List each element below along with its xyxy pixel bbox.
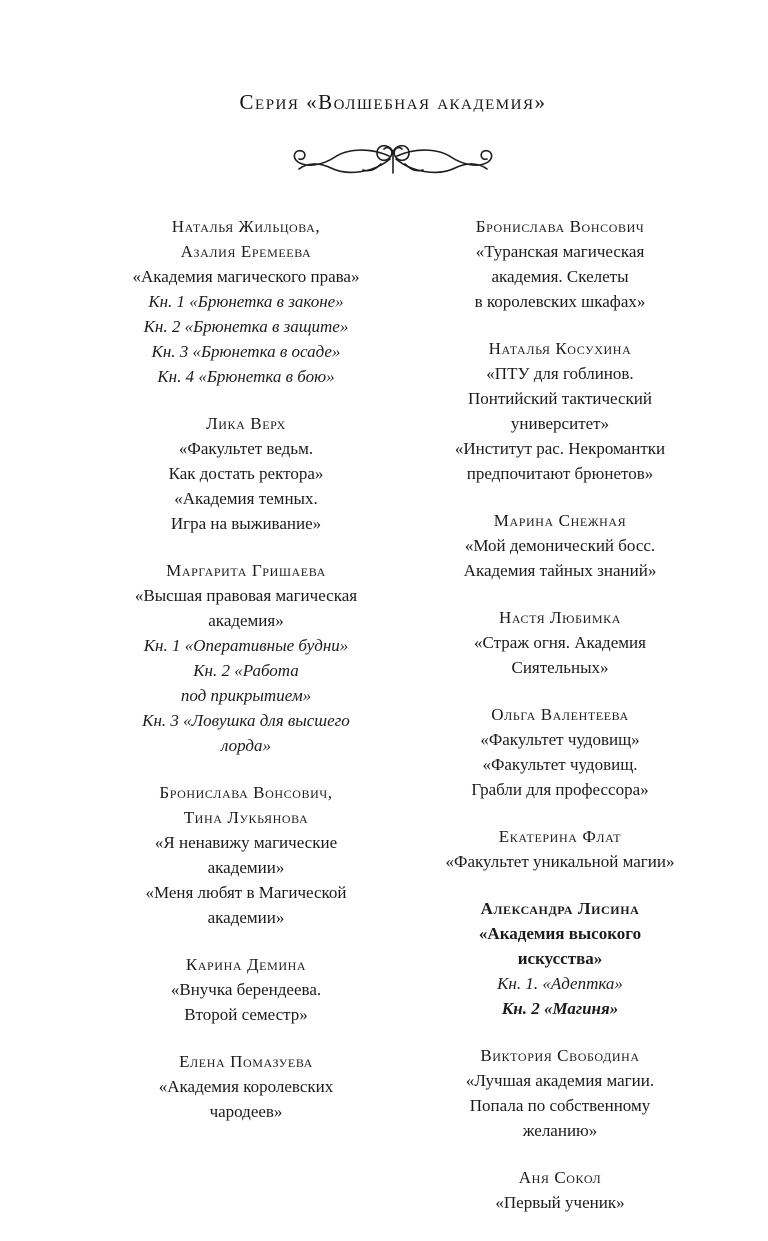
author-name: Бронислава Вонсович, — [159, 783, 333, 802]
book-entry — [414, 824, 706, 874]
book-title-line: «Первый ученик» — [495, 1193, 625, 1212]
column-left — [100, 214, 392, 1237]
book-title-line: Второй семестр» — [184, 1005, 308, 1024]
book-title-line: Понтийский тактический — [467, 389, 652, 408]
ornament-container — [18, 137, 768, 190]
book-title-line: «Академия магического права» — [132, 267, 360, 286]
author-name: Азалия Еремеева — [180, 242, 312, 261]
book-title-line: «Туранская магическая — [475, 242, 645, 261]
book-title-line: «Академия темных. — [174, 489, 318, 508]
book-title-line: «Академия высокого — [478, 924, 642, 943]
book-title-line: Игра на выживание» — [170, 514, 322, 533]
book-entry — [100, 411, 392, 536]
book-entry — [414, 605, 706, 680]
book-title-line: «Мой демонический босс. — [464, 536, 656, 555]
book-entry — [100, 952, 392, 1027]
book-title-line: «Страж огня. Академия — [474, 633, 646, 652]
book-entry — [414, 214, 706, 314]
author-name: Ольга Валентеева — [491, 705, 629, 724]
columns — [0, 204, 768, 1237]
book-entry — [414, 1165, 706, 1215]
author-name: Карина Демина — [185, 955, 307, 974]
book-title-line: Как достать ректора» — [168, 464, 324, 483]
author-name: Екатерина Флат — [498, 827, 622, 846]
book-title-line: желанию» — [522, 1121, 598, 1140]
book-entry — [414, 336, 706, 486]
book-entry — [414, 896, 706, 1021]
book-title-line: Кн. 2 «Магиня» — [501, 999, 619, 1018]
book-entry — [414, 1043, 706, 1143]
book-title-line: Кн. 3 «Ловушка для высшего — [142, 711, 350, 730]
author-name: Маргарита Гришаева — [166, 561, 326, 580]
book-title-line: Кн. 1 «Брюнетка в законе» — [148, 292, 344, 311]
column-right — [414, 214, 706, 1237]
flourish-ornament-icon — [285, 137, 501, 185]
book-title-line: «Меня любят в Магической — [145, 883, 347, 902]
author-name: Наталья Жильцова, — [171, 217, 321, 236]
author-name: Бронислава Вонсович — [475, 217, 645, 236]
book-title-line: «Институт рас. Некромантки — [454, 439, 666, 458]
book-entry — [100, 1049, 392, 1124]
book-title-line: «Академия королевских — [158, 1077, 334, 1096]
book-title-line: Грабли для профессора» — [471, 780, 649, 799]
book-title-line: в королевских шкафах» — [474, 292, 646, 311]
book-title-line: предпочитают брюнетов» — [466, 464, 654, 483]
book-entry — [100, 558, 392, 758]
book-title-line: под прикрытием» — [180, 686, 312, 705]
series-title: Серия «Волшебная академия» — [239, 90, 547, 114]
book-title-line: Сиятельных» — [511, 658, 609, 677]
book-title-line: Академия тайных знаний» — [463, 561, 657, 580]
author-name: Виктория Свободина — [480, 1046, 640, 1065]
book-title-line: Кн. 4 «Брюнетка в бою» — [157, 367, 335, 386]
book-title-line: «Высшая правовая магическая — [134, 586, 358, 605]
book-title-line: Попала по собственному — [469, 1096, 651, 1115]
book-title-line: Кн. 3 «Брюнетка в осаде» — [151, 342, 341, 361]
book-entry — [414, 702, 706, 802]
book-title-line: «Внучка берендеева. — [170, 980, 322, 999]
book-title-line: «ПТУ для гоблинов. — [486, 364, 634, 383]
book-title-line: Кн. 1 «Оперативные будни» — [143, 636, 349, 655]
book-title-line: «Факультет чудовищ» — [480, 730, 640, 749]
book-title-line: Кн. 2 «Работа — [193, 661, 299, 680]
book-title-line: искусства» — [517, 949, 603, 968]
book-title-line: «Факультет уникальной магии» — [445, 852, 675, 871]
author-name: Тина Лукьянова — [183, 808, 309, 827]
book-title-line: «Факультет ведьм. — [178, 439, 314, 458]
author-name: Настя Любимка — [498, 608, 622, 627]
book-entry — [100, 780, 392, 930]
book-title-line: академия. Скелеты — [491, 267, 629, 286]
author-name: Наталья Косухина — [488, 339, 632, 358]
author-name: Елена Помазуева — [179, 1052, 313, 1071]
book-title-line: «Лучшая академия магии. — [465, 1071, 655, 1090]
book-title-line: «Факультет чудовищ. — [482, 755, 638, 774]
author-name: Лика Верх — [206, 414, 286, 433]
book-title-line: академии» — [207, 858, 285, 877]
book-title-line: чародеев» — [209, 1102, 283, 1121]
book-title-line: «Я ненавижу магические — [154, 833, 338, 852]
book-title-line: лорда» — [221, 736, 271, 755]
book-title-line: Кн. 2 «Брюнетка в защите» — [143, 317, 349, 336]
book-title-line: академии» — [207, 908, 285, 927]
author-name: Марина Снежная — [493, 511, 627, 530]
book-title-line: Кн. 1. «Адептка» — [497, 974, 623, 993]
book-entry — [100, 214, 392, 389]
book-entry — [414, 508, 706, 583]
book-title-line: университет» — [510, 414, 610, 433]
author-name: Александра Лисина — [480, 899, 640, 918]
author-name: Аня Сокол — [518, 1168, 602, 1187]
book-title-line: академия» — [208, 611, 284, 630]
